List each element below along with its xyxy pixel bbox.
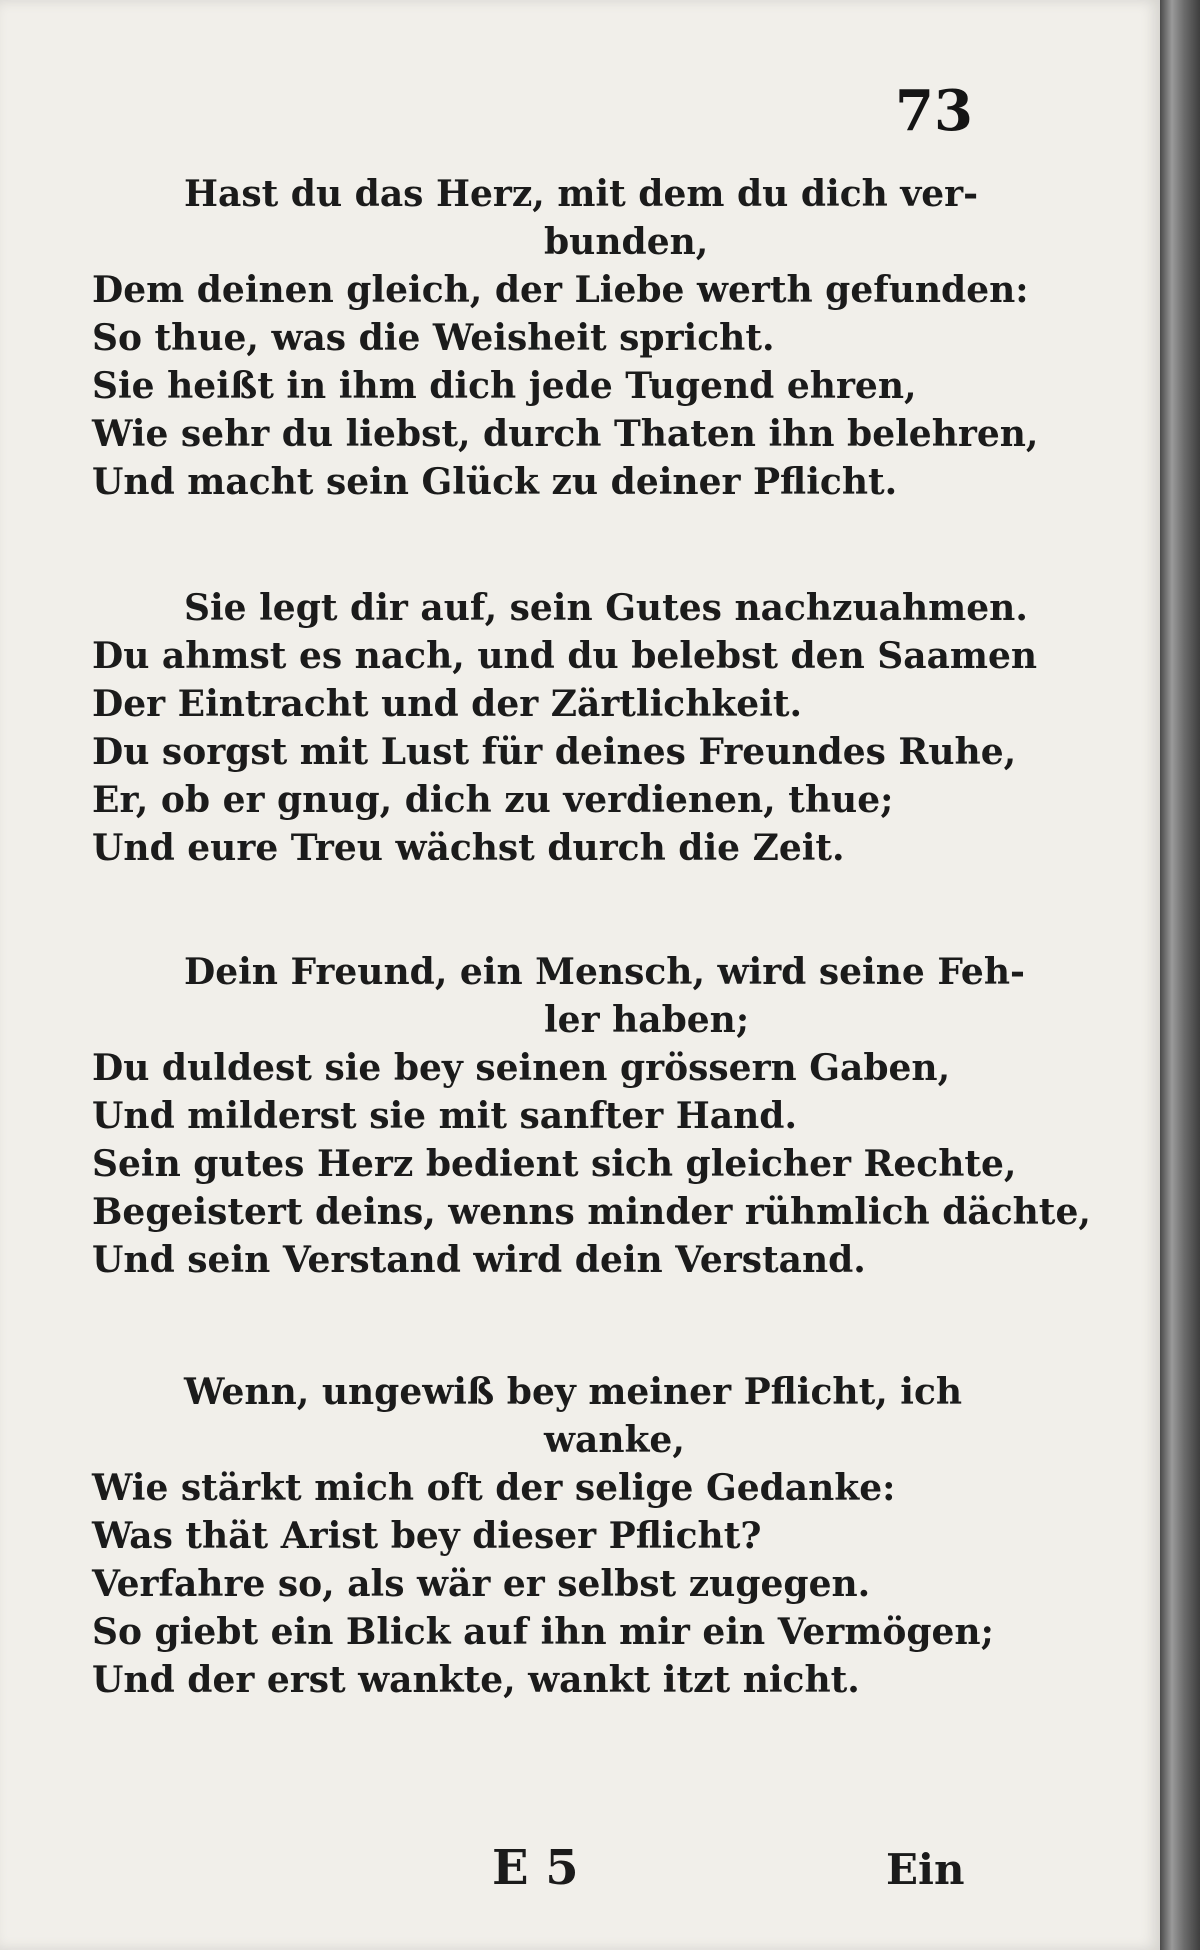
verse-line-continuation: ler haben; [544,999,750,1041]
verse-line: Dem deinen gleich, der Liebe werth gefunden: [92,269,1029,311]
verse-line: Wie stärkt mich oft der selige Gedanke: [92,1467,896,1509]
verse-line: Sein gutes Herz bedient sich gleicher Rechte, [92,1143,1017,1185]
signature-mark: E 5 [492,1840,579,1896]
verse-line: Der Eintracht und der Zärtlichkeit. [92,683,803,725]
stanza-2 [92,584,1038,872]
verse-line: Du sorgst mit Lust für deines Freundes Ruhe, [92,731,1017,773]
verse-line: Du ahmst es nach, und du belebst den Saamen [92,635,1038,677]
verse-line: Und sein Verstand wird dein Verstand. [92,1239,866,1281]
verse-line: Wenn, ungewiß bey meiner Pflicht, ich [184,1371,963,1413]
page-number: 73 [895,78,973,144]
stanza-3 [92,948,1091,1284]
verse-line: Sie heißt in ihm dich jede Tugend ehren, [92,365,917,407]
verse-line: Sie legt dir auf, sein Gutes nachzuahmen. [184,587,1028,629]
verse-line: Und eure Treu wächst durch die Zeit. [92,827,845,869]
verse-line: Hast du das Herz, mit dem du dich ver- [184,173,979,215]
verse-line: So giebt ein Blick auf ihn mir ein Vermögen; [92,1611,994,1653]
verse-line: Was thät Arist bey dieser Pflicht? [92,1515,762,1557]
verse-line: Du duldest sie bey seinen grössern Gaben, [92,1047,951,1089]
verse-line: Und macht sein Glück zu deiner Pflicht. [92,461,898,503]
verse-line: Und der erst wankte, wankt itzt nicht. [92,1659,860,1701]
verse-line: Verfahre so, als wär er selbst zugegen. [92,1563,871,1605]
book-gutter [1160,0,1200,1950]
stanza-4 [92,1368,994,1704]
verse-line: Dein Freund, ein Mensch, wird seine Feh- [184,951,1025,993]
verse-line-continuation: wanke, [544,1419,685,1461]
verse-line-continuation: bunden, [544,221,709,263]
verse-line: Und milderst sie mit sanfter Hand. [92,1095,798,1137]
verse-line: So thue, was die Weisheit spricht. [92,317,775,359]
verse-line: Er, ob er gnug, dich zu verdienen, thue; [92,779,894,821]
verse-line: Begeistert deins, wenns minder rühmlich dächte, [92,1191,1091,1233]
catchword: Ein [886,1845,965,1894]
stanza-1 [92,170,1039,506]
verse-line: Wie sehr du liebst, durch Thaten ihn belehren, [92,413,1039,455]
